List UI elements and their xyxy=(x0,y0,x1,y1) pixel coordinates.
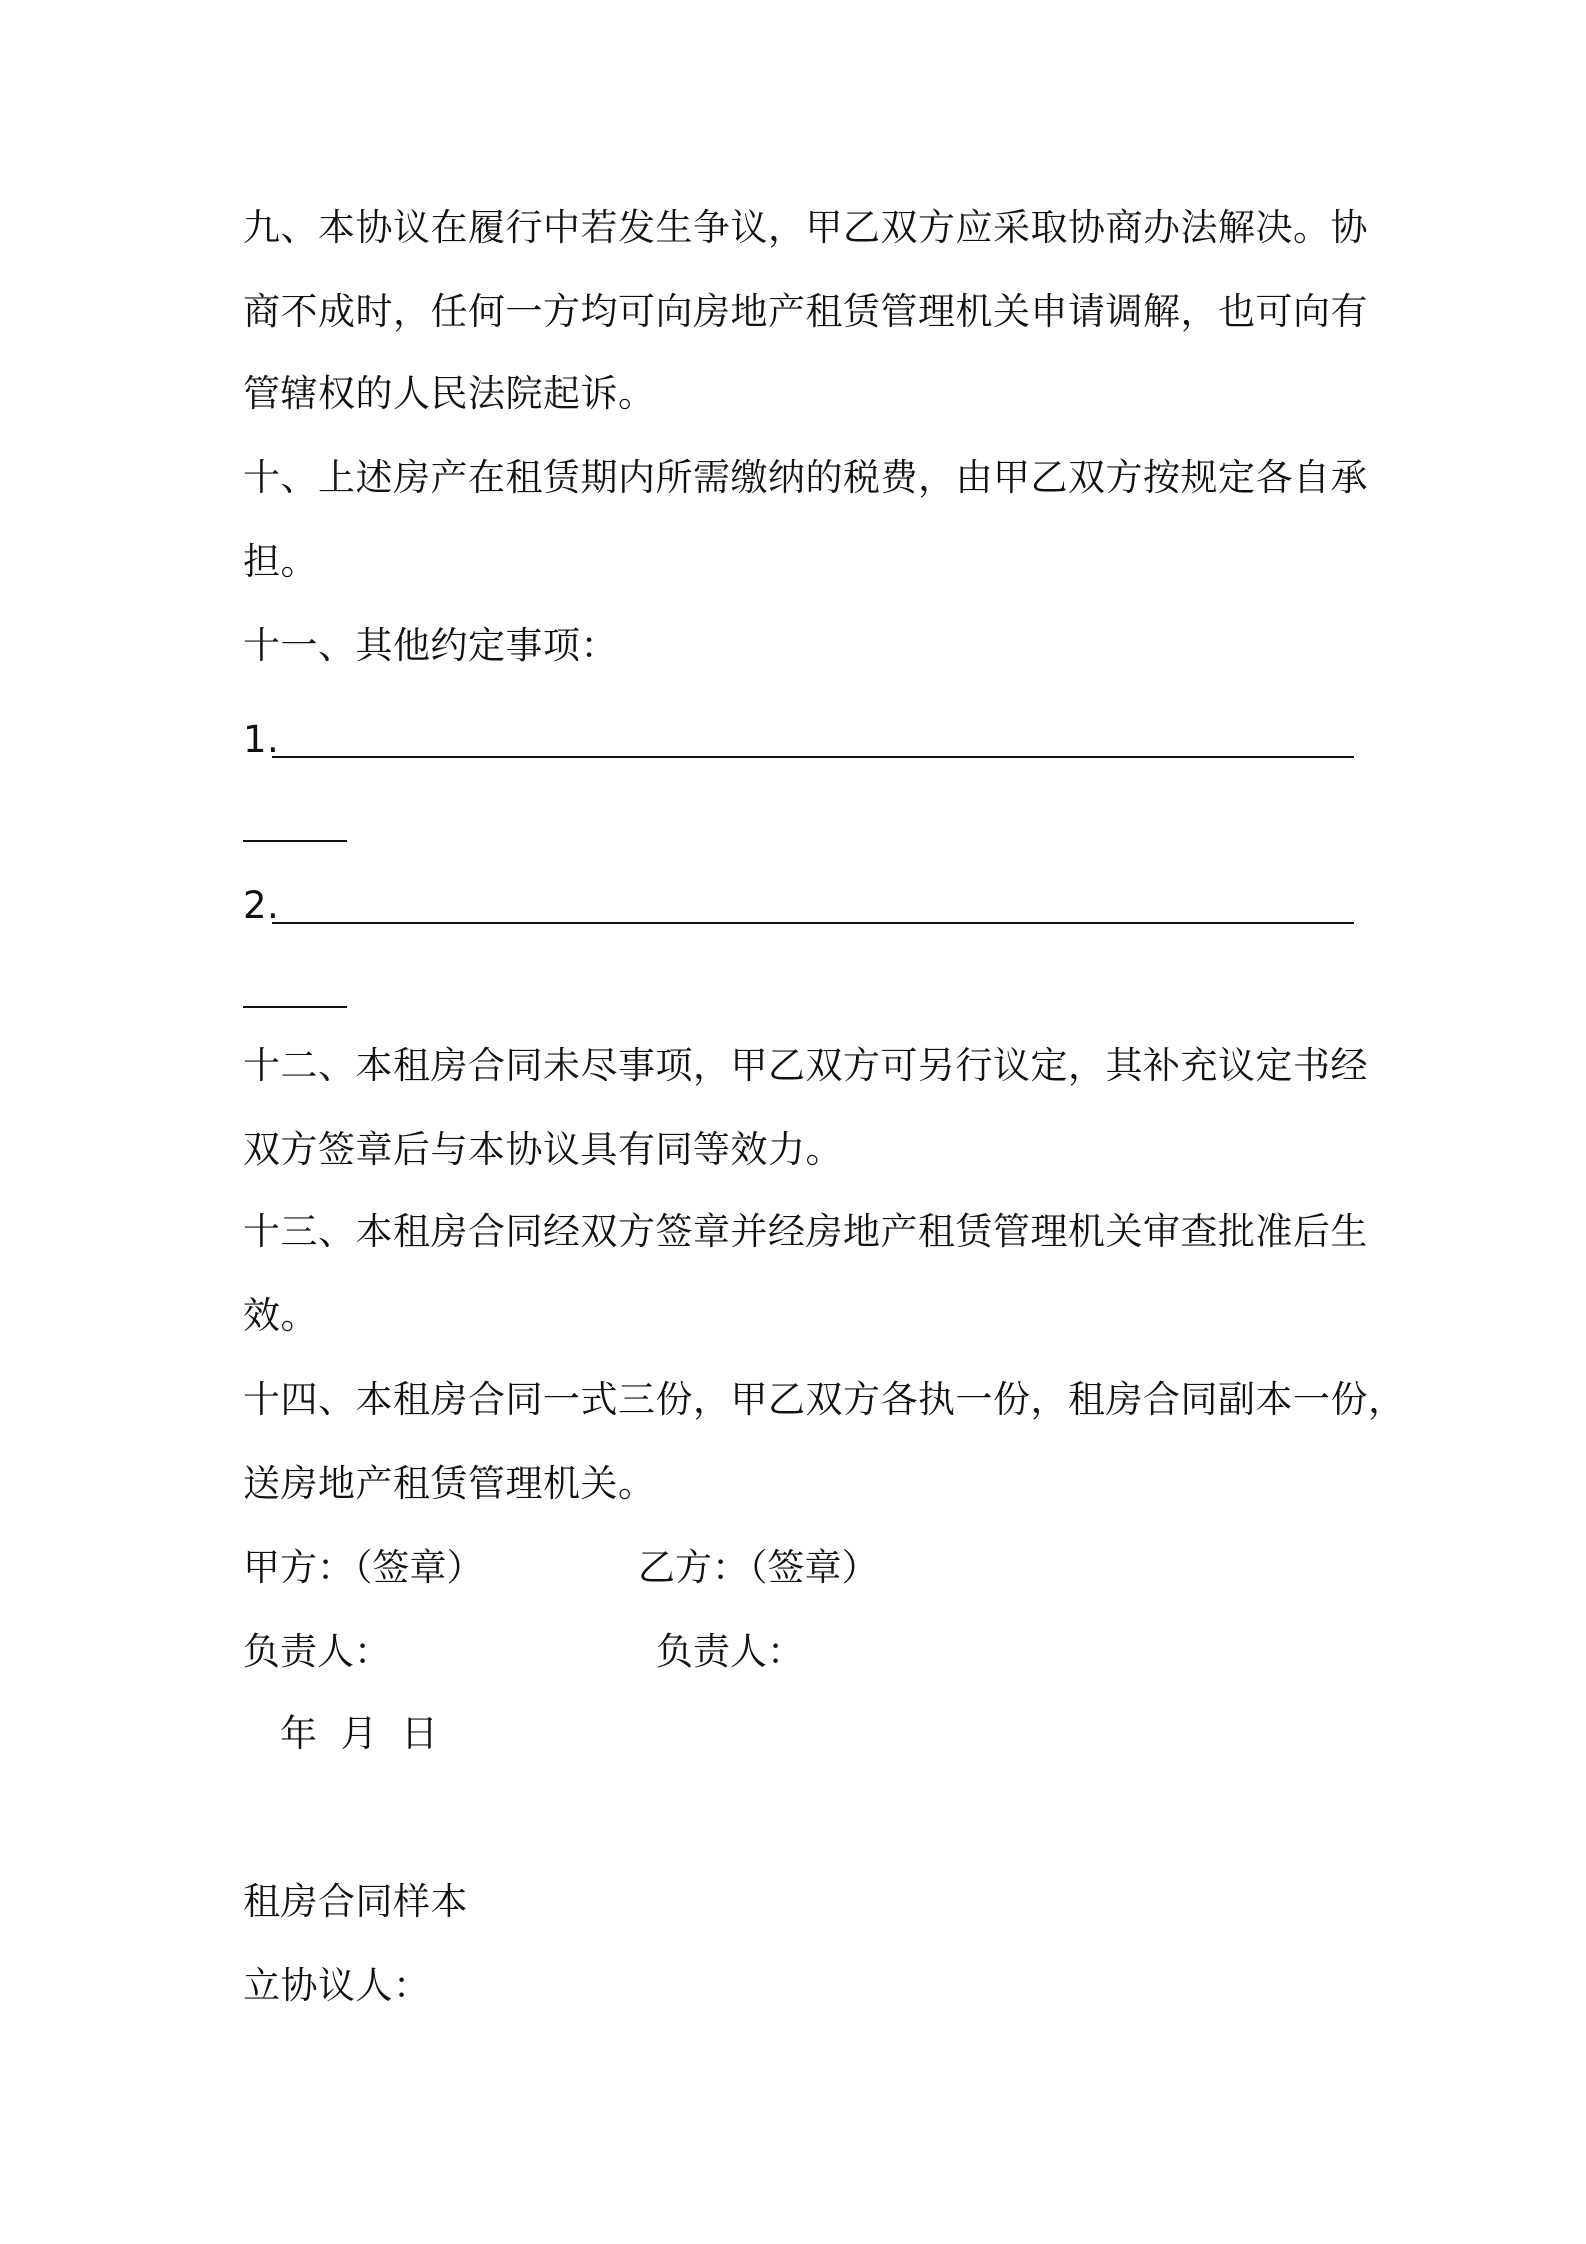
clause-12-line-1: 十二、本租房合同未尽事项，甲乙双方可另行议定，其补充议定书经 xyxy=(243,1044,1368,1087)
next-section-parties-label: 立协议人： xyxy=(243,1964,431,2007)
signature-date: 年 月 日 xyxy=(280,1712,439,1755)
clause-10-line-1: 十、上述房产在租赁期内所需缴纳的税费，由甲乙双方按规定各自承 xyxy=(243,456,1368,499)
clause-11-item-1-blank-cont xyxy=(243,840,347,842)
clause-12-line-2: 双方签章后与本协议具有同等效力。 xyxy=(243,1128,843,1171)
party-a-responsible: 负责人： xyxy=(243,1630,391,1673)
party-b-responsible: 负责人： xyxy=(656,1630,804,1673)
clause-11-item-1-blank xyxy=(272,756,1354,758)
clause-11-item-1-label: 1. xyxy=(243,718,280,761)
clause-11-item-2-label: 2. xyxy=(243,884,280,927)
clause-14-line-2: 送房地产租赁管理机关。 xyxy=(243,1462,656,1505)
clause-10-line-2: 担。 xyxy=(243,540,318,583)
clause-9-line-2: 商不成时，任何一方均可向房地产租赁管理机关申请调解，也可向有 xyxy=(243,290,1368,333)
party-a-signature: 甲方：（签章） xyxy=(243,1546,484,1589)
clause-11-item-2-blank xyxy=(272,922,1354,924)
clause-11-title: 十一、其他约定事项： xyxy=(243,624,618,667)
clause-9-line-3: 管辖权的人民法院起诉。 xyxy=(243,372,656,415)
clause-9-line-1: 九、本协议在履行中若发生争议，甲乙双方应采取协商办法解决。协 xyxy=(243,206,1368,249)
clause-14-line-1: 十四、本租房合同一式三份，甲乙双方各执一份，租房合同副本一份， xyxy=(243,1378,1406,1421)
clause-13-line-2: 效。 xyxy=(243,1294,318,1337)
next-section-title: 租房合同样本 xyxy=(243,1880,468,1923)
clause-13-line-1: 十三、本租房合同经双方签章并经房地产租赁管理机关审查批准后生 xyxy=(243,1210,1368,1253)
clause-11-item-2-blank-cont xyxy=(243,1006,347,1008)
party-b-signature: 乙方：（签章） xyxy=(638,1546,879,1589)
